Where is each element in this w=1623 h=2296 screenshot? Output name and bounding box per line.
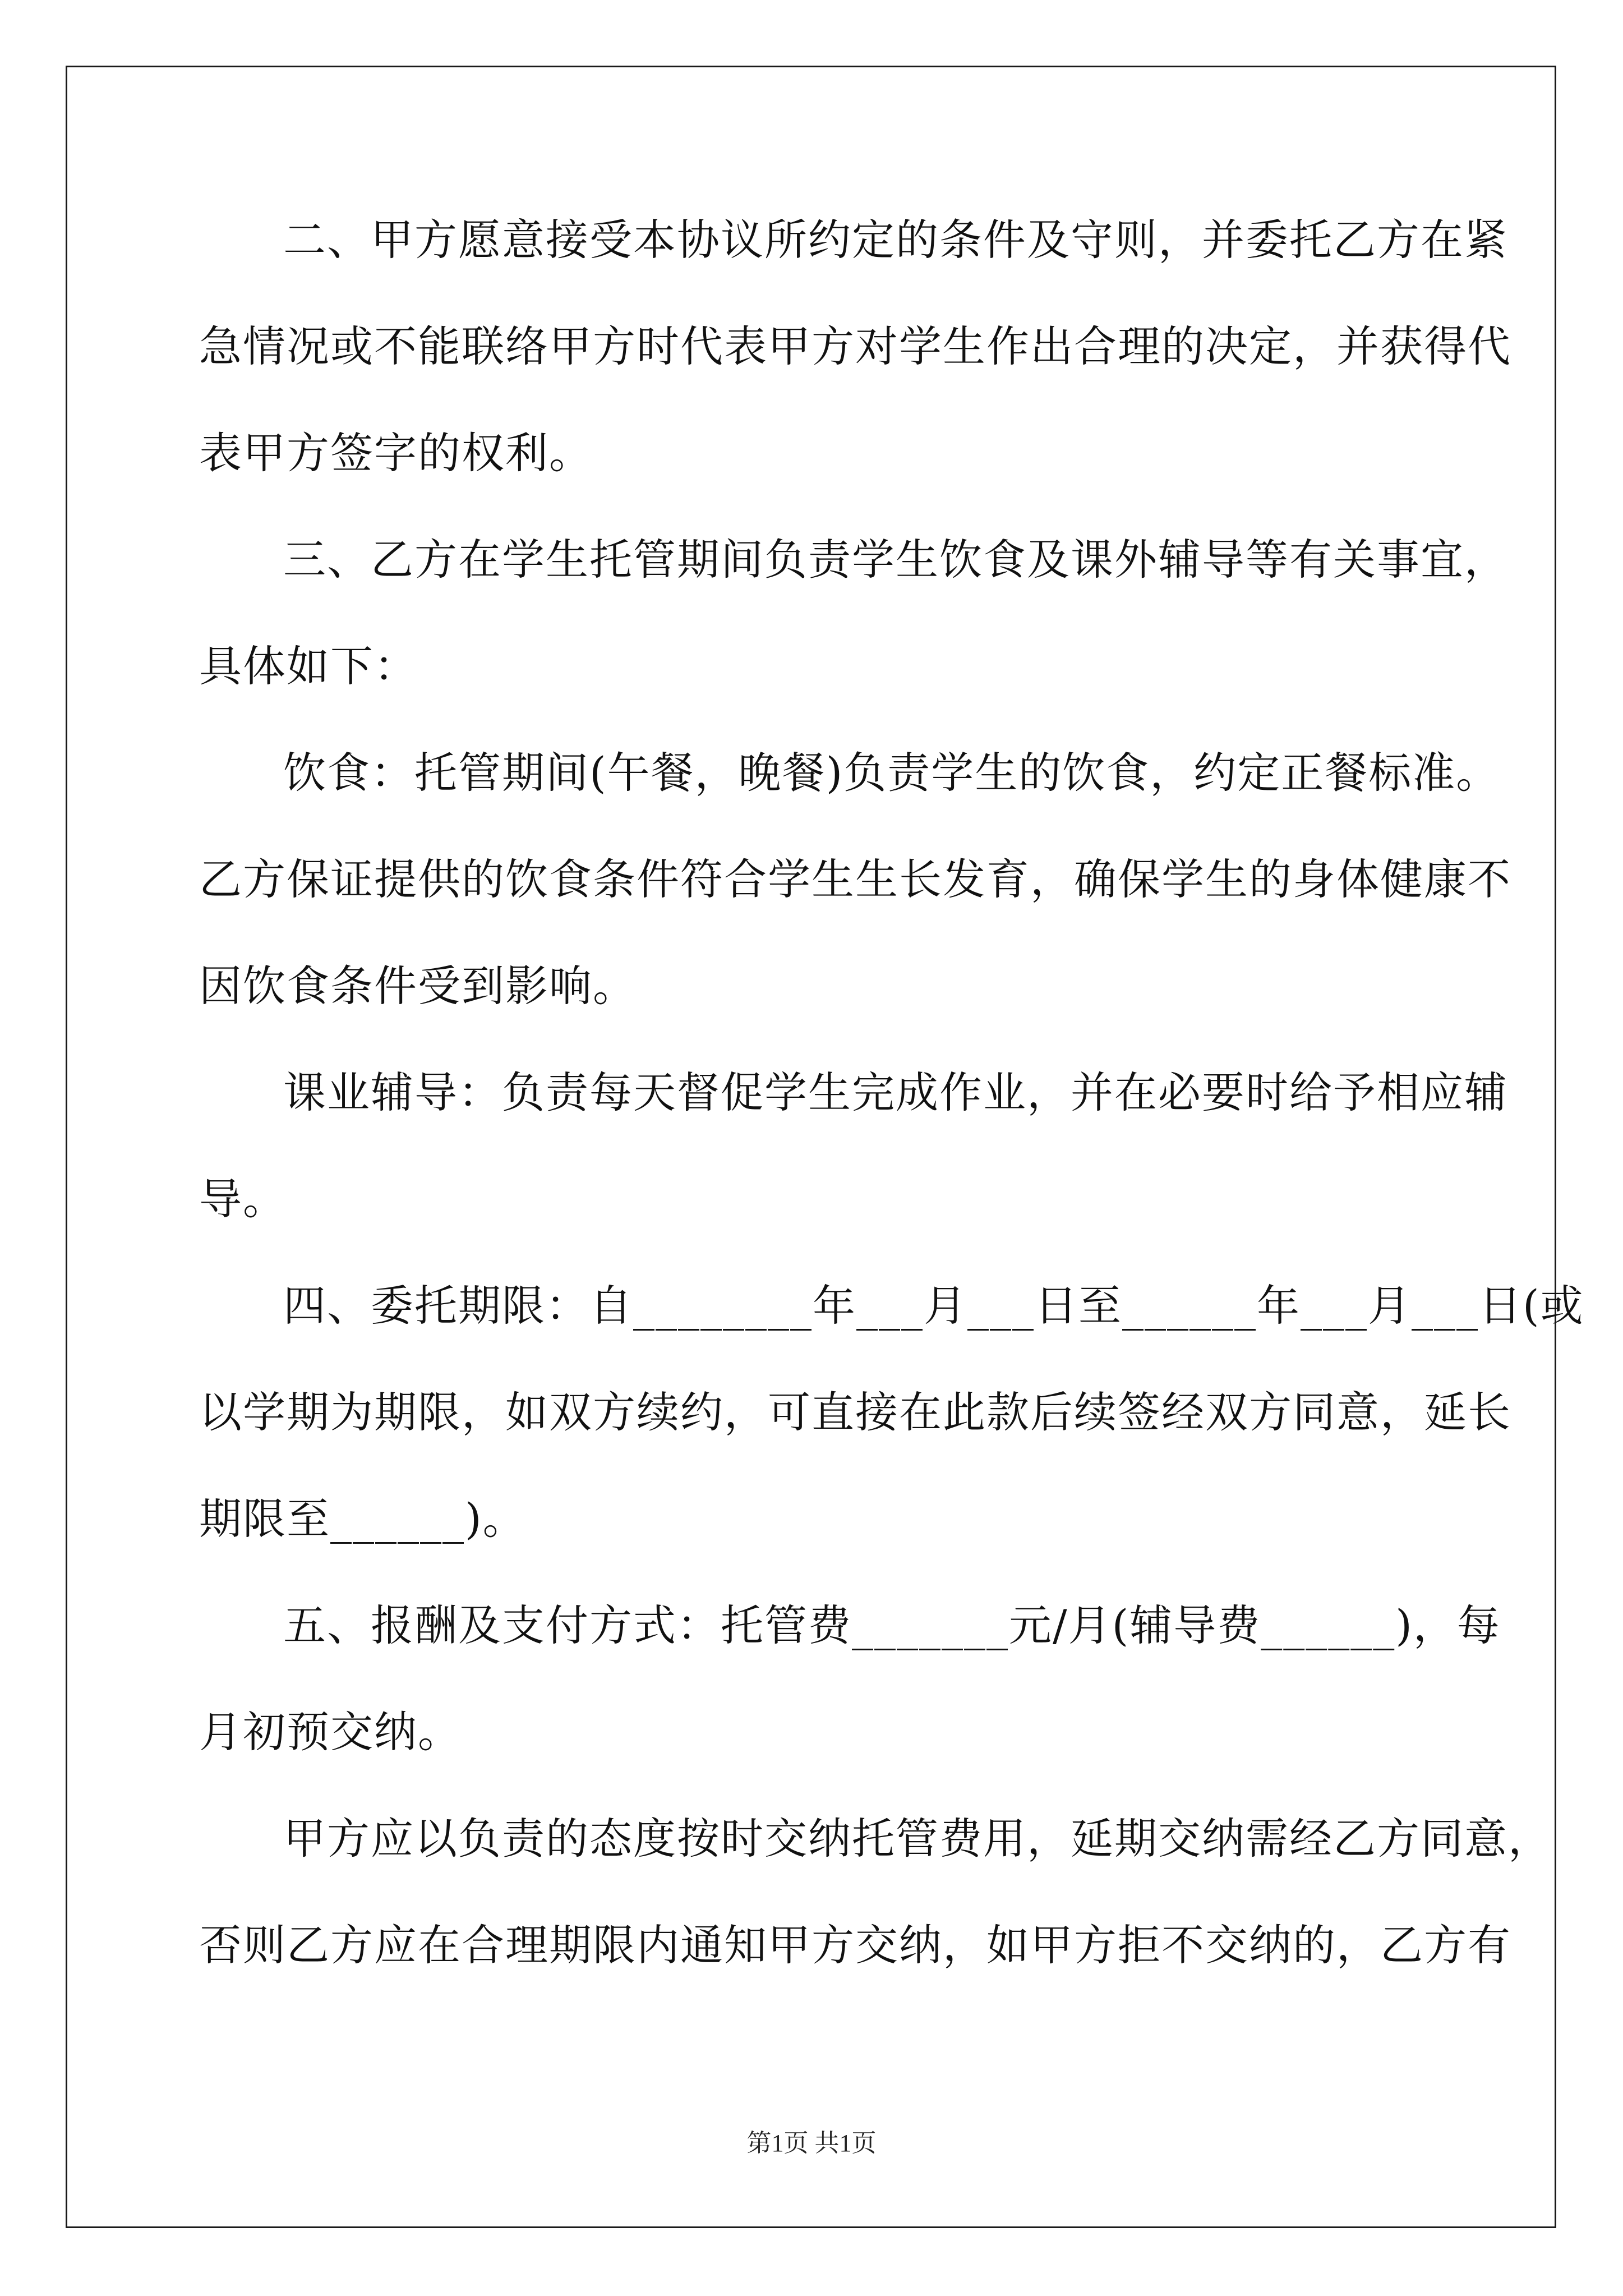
- paragraph-line: 乙方保证提供的饮食条件符合学生生长发育，确保学生的身体健康不: [199, 854, 1511, 904]
- paragraph-line: 课业辅导：负责每天督促学生完成作业，并在必要时给予相应辅: [283, 1068, 1508, 1117]
- paragraph-line: 饮食：托管期间(午餐，晚餐)负责学生的饮食，约定正餐标准。: [283, 748, 1500, 798]
- paragraph-line: 五、报酬及支付方式：托管费_______元/月(辅导费______)，每: [283, 1600, 1501, 1650]
- page-border: [66, 66, 1584, 2228]
- paragraph-line: 二、甲方愿意接受本协议所约定的条件及守则，并委托乙方在紧: [283, 215, 1508, 265]
- paragraph-line: 以学期为期限，如双方续约，可直接在此款后续签经双方同意，延长: [199, 1387, 1511, 1437]
- paragraph-line: 否则乙方应在合理期限内通知甲方交纳，如甲方拒不交纳的，乙方有: [199, 1920, 1511, 1970]
- paragraph-line: 具体如下：: [199, 641, 418, 691]
- paragraph-line: 甲方应以负责的态度按时交纳托管费用，延期交纳需经乙方同意，: [283, 1814, 1552, 1864]
- paragraph-line: 四、委托期限：自________年___月___日至______年___月___日(或: [283, 1281, 1584, 1331]
- paragraph-line: 因饮食条件受到影响。: [199, 961, 637, 1011]
- paragraph-line: 导。: [199, 1174, 287, 1224]
- paragraph-line: 急情况或不能联络甲方时代表甲方对学生作出合理的决定，并获得代: [199, 321, 1511, 371]
- paragraph-line: 月初预交纳。: [199, 1707, 462, 1757]
- page-footer: [0, 2128, 1623, 2159]
- paragraph-line: 三、乙方在学生托管期间负责学生饮食及课外辅导等有关事宜，: [283, 535, 1508, 585]
- paragraph-line: 表甲方签字的权利。: [199, 428, 593, 478]
- page-number: 第1页 共1页: [746, 2129, 877, 2157]
- paragraph-line: 期限至______)。: [199, 1494, 527, 1544]
